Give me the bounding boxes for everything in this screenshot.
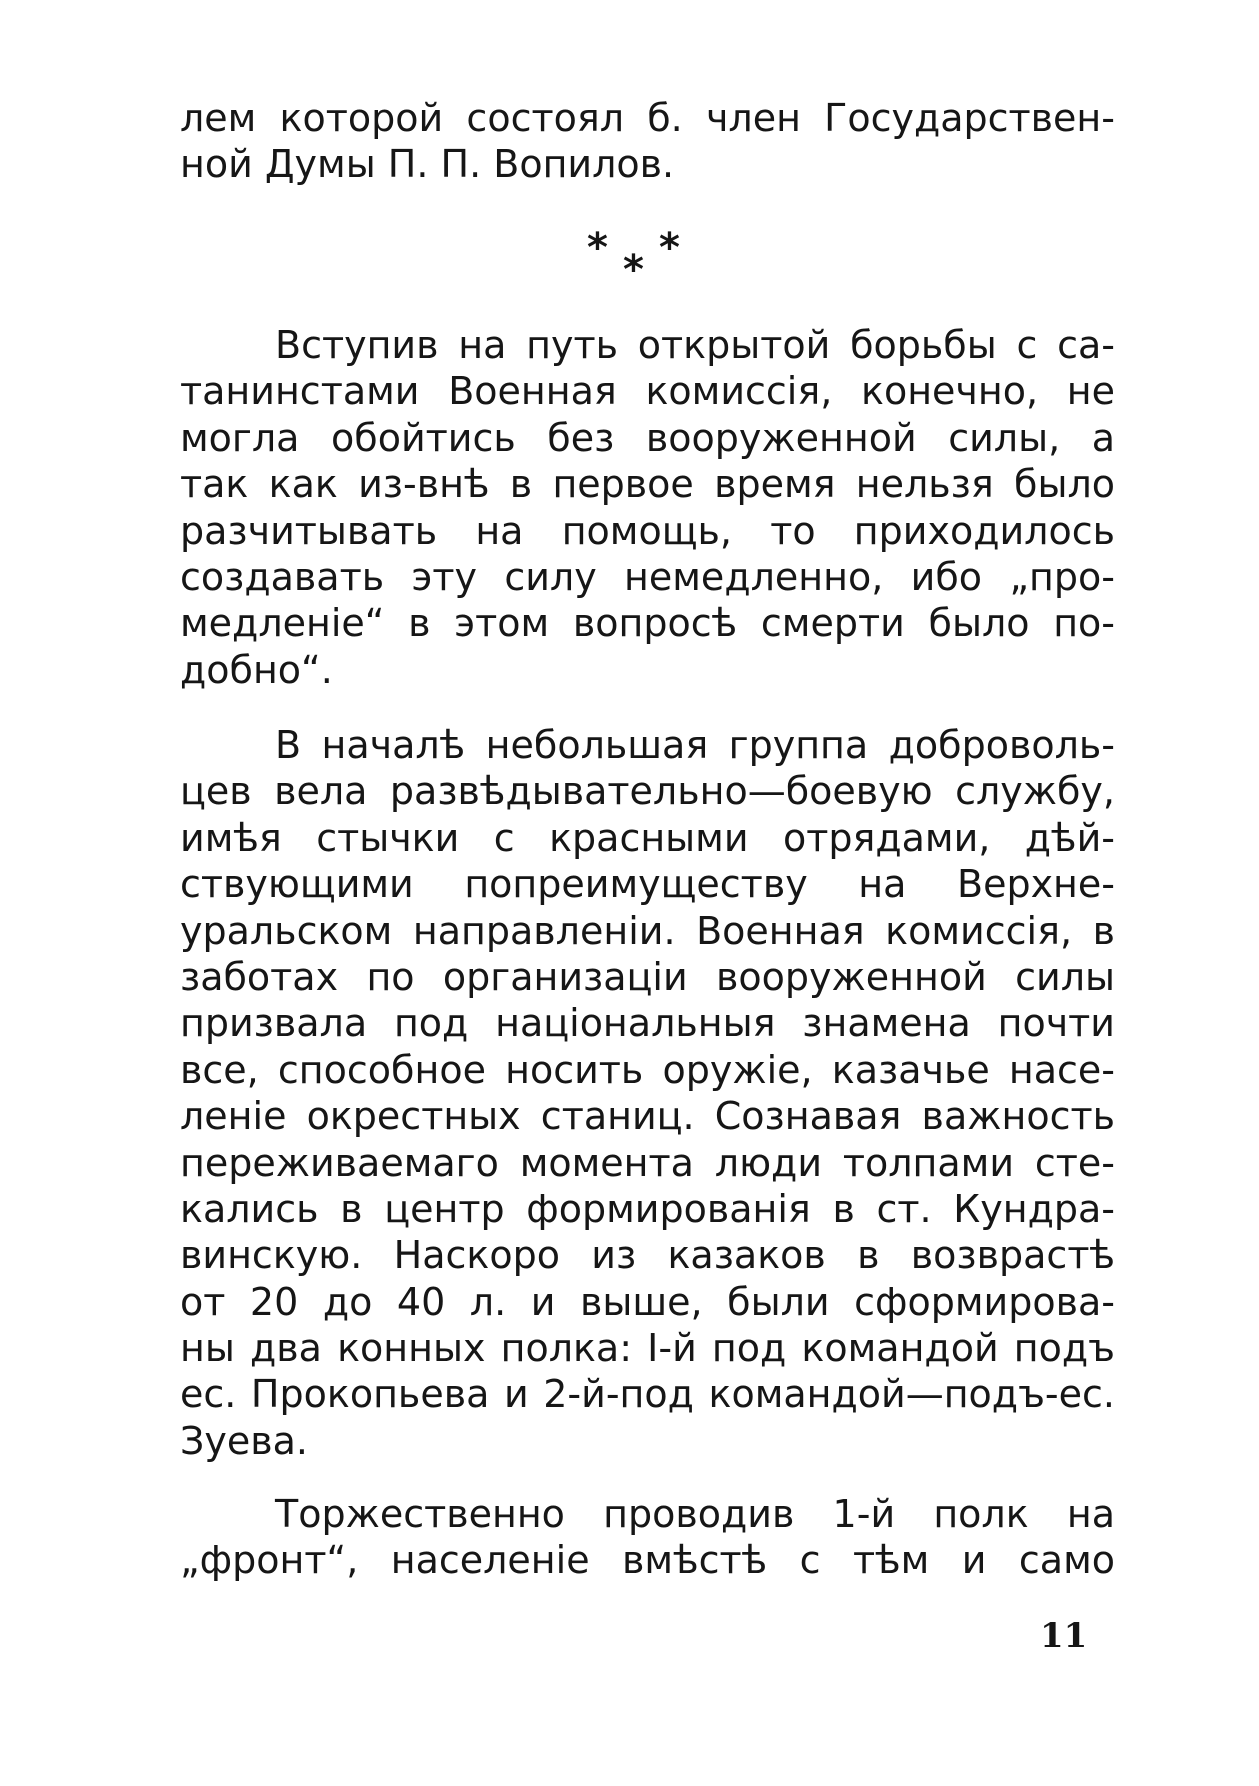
text-line: создавать эту силу немедленно, ибо „про- bbox=[180, 554, 1115, 599]
paragraph-1 bbox=[180, 322, 1115, 693]
text-line: кались в центр формированія в ст. Кундра- bbox=[180, 1186, 1115, 1231]
paragraph-3 bbox=[180, 1491, 1115, 1584]
text-line: имѣя стычки с красными отрядами, дѣй- bbox=[180, 815, 1115, 860]
text-line: ствующими попреимуществу на Верхне- bbox=[180, 862, 1115, 907]
text-line: так как из-внѣ в первое время нельзя было bbox=[180, 462, 1115, 507]
text-line: от 20 до 40 л. и выше, были сформирова- bbox=[180, 1279, 1115, 1324]
text-line: уральском направленіи. Военная комиссія, в bbox=[180, 908, 1115, 953]
asterisk: * bbox=[623, 247, 644, 293]
text-line: ес. Прокопьева и 2-й-под командой—подъ-ес. bbox=[180, 1372, 1115, 1417]
text-line: ны два конных полка: I-й под командой подъ bbox=[180, 1326, 1115, 1371]
text-line: Вступив на путь открытой борьбы с са- bbox=[275, 323, 1115, 367]
text-line: винскую. Наскоро из казаков в возврастѣ bbox=[180, 1233, 1115, 1278]
asterisk: * bbox=[587, 225, 608, 271]
text-line: могла обойтись без вооруженной силы, а bbox=[180, 415, 1115, 460]
text-line: цев вела развѣдывательно—боевую службу, bbox=[180, 769, 1115, 814]
page-number: 11 bbox=[1040, 1616, 1088, 1656]
text-line: ной Думы П. П. Вопилов. bbox=[180, 142, 675, 187]
paragraph-2 bbox=[180, 722, 1115, 1464]
asterisk: * bbox=[659, 225, 680, 271]
text-line: танинстами Военная комиссія, конечно, не bbox=[180, 369, 1115, 414]
text-line: „фронт“, населеніе вмѣстѣ с тѣм и само bbox=[180, 1538, 1115, 1583]
asterism-separator bbox=[585, 225, 705, 295]
text-line: добно“. bbox=[180, 647, 333, 692]
opening-paragraph bbox=[180, 95, 1115, 188]
text-line: разчитывать на помощь, то приходилось bbox=[180, 508, 1115, 553]
text-line: все, способное носить оружіе, казачье насе- bbox=[180, 1047, 1115, 1092]
text-line: Зуева. bbox=[180, 1418, 308, 1463]
text-line: леніе окрестных станиц. Сознавая важность bbox=[180, 1094, 1115, 1139]
text-line: медленіе“ в этом вопросѣ смерти было по- bbox=[180, 601, 1115, 646]
text-line: Торжественно проводив 1-й полк на bbox=[275, 1492, 1115, 1536]
text-line: переживаемаго момента люди толпами сте- bbox=[180, 1140, 1115, 1185]
text-line: В началѣ небольшая группа доброволь- bbox=[275, 723, 1115, 767]
text-line: заботах по организаціи вооруженной силы bbox=[180, 954, 1115, 999]
text-line: лем которой состоял б. член Государствен- bbox=[180, 96, 1115, 140]
text-line: призвала под національныя знамена почти bbox=[180, 1001, 1115, 1046]
